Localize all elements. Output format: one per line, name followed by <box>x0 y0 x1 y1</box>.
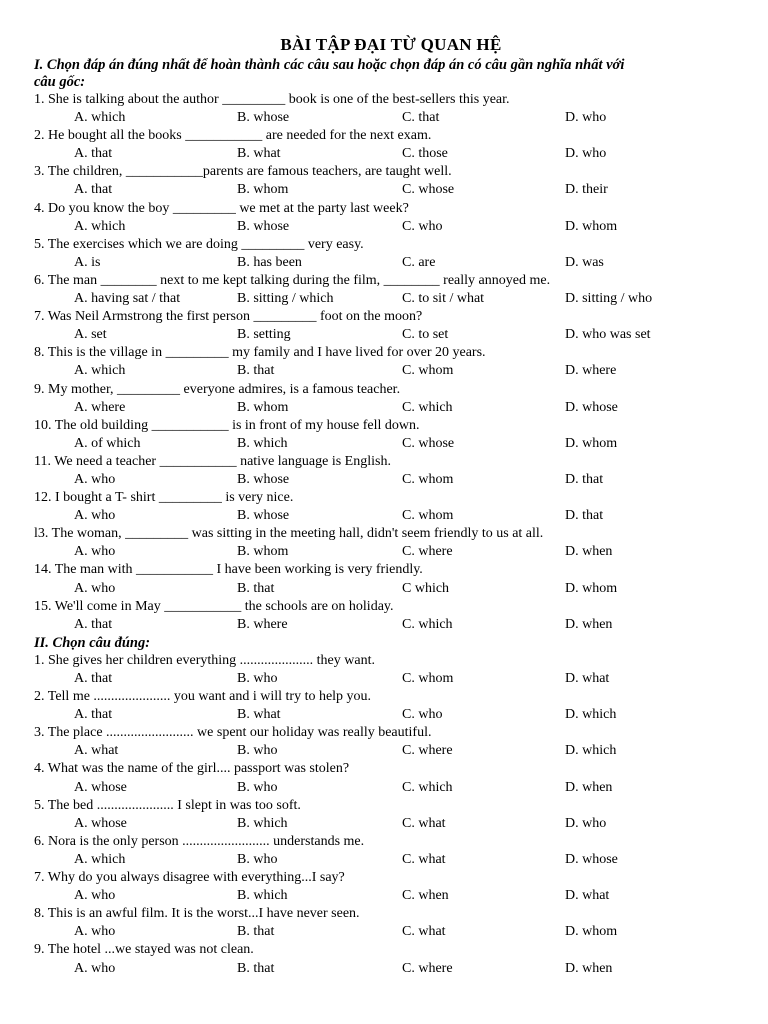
answer-options <box>34 254 748 272</box>
option-c[interactable]: C. which <box>402 779 453 795</box>
answer-options <box>34 507 748 525</box>
answer-options <box>34 218 748 236</box>
question-text: 4. What was the name of the girl.... passport was stolen? <box>34 761 350 777</box>
option-a[interactable]: A. of which <box>74 435 141 451</box>
section-2-questions <box>34 652 748 978</box>
question-text: 7. Was Neil Armstrong the first person _________ foot on the moon? <box>34 309 423 325</box>
option-d[interactable]: D. what <box>565 671 610 686</box>
option-d[interactable]: D. who <box>565 146 607 162</box>
question-text: 3. The children, ___________parents are famous teachers, are taught well. <box>34 164 452 180</box>
option-a[interactable]: A. which <box>74 110 126 126</box>
question-text: 3. The place ......................... we spent our holiday was really beautiful. <box>34 725 432 741</box>
answer-options <box>34 706 748 724</box>
question-text: 2. He bought all the books ___________ are needed for the next exam. <box>34 128 432 144</box>
option-a[interactable]: A. set <box>74 327 107 343</box>
option-c[interactable]: C. whom <box>402 363 454 379</box>
option-d[interactable]: D. whose <box>565 399 618 415</box>
option-c[interactable]: C which <box>402 580 450 596</box>
option-c[interactable]: C. what <box>402 815 446 831</box>
answer-options <box>34 923 748 941</box>
answer-options <box>34 145 748 163</box>
question-item <box>34 760 748 796</box>
option-c[interactable]: C. who <box>402 707 443 723</box>
option-a[interactable]: A. that <box>74 146 113 162</box>
option-a[interactable]: A. whose <box>74 779 127 795</box>
option-d[interactable]: D. whom <box>565 218 618 234</box>
worksheet-title: BÀI TẬP ĐẠI TỪ QUAN HỆ <box>280 35 502 54</box>
option-d[interactable]: D. who was set <box>565 327 651 343</box>
option-a[interactable]: A. is <box>74 254 101 270</box>
option-d[interactable]: D. when <box>565 960 613 976</box>
option-a[interactable]: A. that <box>74 182 113 198</box>
answer-options <box>34 435 748 453</box>
option-d[interactable]: D. who <box>565 110 607 126</box>
option-b[interactable]: B. who <box>237 851 278 867</box>
option-c[interactable]: C. those <box>402 146 448 162</box>
question-text: 6. Nora is the only person ......................... understands me. <box>34 833 365 849</box>
option-c[interactable]: C. which <box>402 399 453 415</box>
section-1-heading-line-2: câu gốc: <box>34 74 86 90</box>
question-item <box>34 489 748 525</box>
option-c[interactable]: C. which <box>402 616 453 632</box>
option-b[interactable]: B. whose <box>237 110 290 126</box>
question-text: 5. The exercises which we are doing _________ very easy. <box>34 236 364 252</box>
answer-options <box>34 362 748 380</box>
option-c[interactable]: C. whose <box>402 435 455 451</box>
answer-options <box>34 960 748 978</box>
question-item <box>34 127 748 163</box>
option-d[interactable]: D. when <box>565 616 613 632</box>
option-b[interactable]: B. whose <box>237 218 290 234</box>
answer-options <box>34 471 748 489</box>
answer-options <box>34 779 748 797</box>
option-c[interactable]: C. to set <box>402 327 449 343</box>
option-d[interactable]: D. which <box>565 743 617 759</box>
question-text: 11. We need a teacher ___________ native language is English. <box>34 453 391 469</box>
option-b[interactable]: B. that <box>237 924 275 940</box>
option-d[interactable]: D. where <box>565 363 617 379</box>
question-text: 9. My mother, _________ everyone admires, is a famous teacher. <box>34 381 401 397</box>
option-b[interactable]: B. which <box>237 435 288 451</box>
question-text: 8. This is an awful film. It is the worst...I have never seen. <box>34 906 360 922</box>
option-d[interactable]: D. when <box>565 779 613 795</box>
question-item <box>34 652 748 688</box>
option-a[interactable]: A. where <box>74 399 126 415</box>
option-a[interactable]: A. who <box>74 471 116 487</box>
answer-options <box>34 616 748 634</box>
option-b[interactable]: B. who <box>237 743 278 759</box>
option-b[interactable]: B. whom <box>237 399 289 415</box>
option-a[interactable]: A. that <box>74 616 113 632</box>
question-item <box>34 869 748 905</box>
option-d[interactable]: D. who <box>565 815 607 831</box>
option-b[interactable]: B. whom <box>237 182 289 198</box>
question-text: 12. I bought a T- shirt _________ is very nice. <box>34 490 294 506</box>
answer-options <box>34 181 748 199</box>
option-a[interactable]: A. who <box>74 508 116 524</box>
option-c[interactable]: C. whom <box>402 471 454 487</box>
question-item <box>34 724 748 760</box>
option-d[interactable]: D. which <box>565 707 617 723</box>
answer-options <box>34 742 748 760</box>
section-2 <box>34 634 748 978</box>
question-text: 14. The man with ___________ I have been working is very friendly. <box>34 562 423 578</box>
option-b[interactable]: B. what <box>237 707 281 723</box>
option-c[interactable]: C. what <box>402 851 446 867</box>
option-b[interactable]: B. which <box>237 815 288 831</box>
option-d[interactable]: D. their <box>565 182 608 198</box>
question-item <box>34 833 748 869</box>
question-text: 8. This is the village in _________ my family and I have lived for over 20 years. <box>34 345 486 361</box>
option-d[interactable]: D. was <box>565 254 604 270</box>
option-d[interactable]: D. whose <box>565 851 618 867</box>
question-item <box>34 91 748 127</box>
section-1-questions <box>34 91 748 634</box>
question-item <box>34 236 748 272</box>
option-b[interactable]: B. which <box>237 888 288 904</box>
answer-options <box>34 815 748 833</box>
answer-options <box>34 580 748 598</box>
question-text: 2. Tell me ...................... you want and i will try to help you. <box>34 689 372 705</box>
option-d[interactable]: D. sitting / who <box>565 291 653 307</box>
answer-options <box>34 851 748 869</box>
option-c[interactable]: C. to sit / what <box>402 291 485 307</box>
question-item <box>34 308 748 344</box>
option-b[interactable]: B. who <box>237 671 278 686</box>
question-item <box>34 941 748 977</box>
option-b[interactable]: B. setting <box>237 327 291 343</box>
option-a[interactable]: A. who <box>74 580 116 596</box>
question-item <box>34 344 748 380</box>
option-b[interactable]: B. whose <box>237 508 290 524</box>
answer-options <box>34 290 748 308</box>
option-a[interactable]: A. who <box>74 924 116 940</box>
option-a[interactable]: A. that <box>74 707 113 723</box>
question-item <box>34 200 748 236</box>
question-item <box>34 453 748 489</box>
question-item <box>34 905 748 941</box>
option-c[interactable]: C. where <box>402 960 453 976</box>
option-b[interactable]: B. whom <box>237 544 289 560</box>
section-1-heading-line-1: I. Chọn đáp án đúng nhất để hoàn thành các câu sau hoặc chọn đáp án có câu gần nghĩa nhất với <box>34 57 625 73</box>
question-text: 10. The old building ___________ is in front of my house fell down. <box>34 417 420 433</box>
option-a[interactable]: A. who <box>74 888 116 904</box>
option-b[interactable]: B. that <box>237 960 275 976</box>
question-text: 4. Do you know the boy _________ we met at the party last week? <box>34 200 409 216</box>
answer-options <box>34 109 748 127</box>
option-d[interactable]: D. whom <box>565 435 618 451</box>
question-text: 1. She is talking about the author _________ book is one of the best-sellers this year. <box>34 92 510 107</box>
section-1-heading <box>34 57 748 91</box>
question-item <box>34 272 748 308</box>
option-b[interactable]: B. has been <box>237 254 302 270</box>
option-b[interactable]: B. what <box>237 146 281 162</box>
option-c[interactable]: C. where <box>402 743 453 759</box>
option-c[interactable]: C. whom <box>402 508 454 524</box>
option-c[interactable]: C. that <box>402 110 440 126</box>
question-item <box>34 797 748 833</box>
question-item <box>34 417 748 453</box>
option-c[interactable]: C. whom <box>402 671 454 686</box>
answer-options <box>34 543 748 561</box>
answer-options <box>34 326 748 344</box>
option-a[interactable]: A. who <box>74 960 116 976</box>
option-b[interactable]: B. sitting / which <box>237 291 334 307</box>
option-d[interactable]: D. that <box>565 471 604 487</box>
answer-options <box>34 887 748 905</box>
question-item <box>34 381 748 417</box>
question-text: 5. The bed ...................... I slept in was too soft. <box>34 797 301 813</box>
option-a[interactable]: A. whose <box>74 815 127 831</box>
option-b[interactable]: B. where <box>237 616 288 632</box>
option-c[interactable]: C. what <box>402 924 446 940</box>
option-c[interactable]: C. where <box>402 544 453 560</box>
answer-options <box>34 399 748 417</box>
option-a[interactable]: A. who <box>74 544 116 560</box>
question-text: 6. The man ________ next to me kept talking during the film, ________ really annoyed me. <box>34 272 551 288</box>
question-text: 15. We'll come in May ___________ the schools are on holiday. <box>34 598 394 614</box>
question-text: 9. The hotel ...we stayed was not clean. <box>34 942 254 958</box>
section-2-heading: II. Chọn câu đúng: <box>34 634 151 651</box>
option-b[interactable]: B. whose <box>237 471 290 487</box>
answer-options <box>34 670 748 688</box>
option-b[interactable]: B. that <box>237 580 275 596</box>
option-c[interactable]: C. who <box>402 218 443 234</box>
option-b[interactable]: B. who <box>237 779 278 795</box>
question-text: l3. The woman, _________ was sitting in the meeting hall, didn't seem friendly to us at all. <box>34 526 544 542</box>
question-item <box>34 163 748 199</box>
option-d[interactable]: D. whom <box>565 924 618 940</box>
section-1 <box>34 57 748 634</box>
option-a[interactable]: A. that <box>74 671 113 686</box>
option-a[interactable]: A. which <box>74 363 126 379</box>
option-c[interactable]: C. are <box>402 254 436 270</box>
option-c[interactable]: C. when <box>402 888 449 904</box>
option-a[interactable]: A. which <box>74 851 126 867</box>
option-a[interactable]: A. having sat / that <box>74 291 181 307</box>
question-text: 1. She gives her children everything ..................... they want. <box>34 652 375 668</box>
question-item <box>34 598 748 634</box>
option-c[interactable]: C. whose <box>402 182 455 198</box>
option-d[interactable]: D. what <box>565 888 610 904</box>
question-item <box>34 688 748 724</box>
option-d[interactable]: D. whom <box>565 580 618 596</box>
option-b[interactable]: B. that <box>237 363 275 379</box>
question-item <box>34 561 748 597</box>
option-d[interactable]: D. that <box>565 508 604 524</box>
option-a[interactable]: A. which <box>74 218 126 234</box>
question-item <box>34 525 748 561</box>
option-d[interactable]: D. when <box>565 544 613 560</box>
option-a[interactable]: A. what <box>74 743 119 759</box>
question-text: 7. Why do you always disagree with everything...I say? <box>34 870 345 886</box>
